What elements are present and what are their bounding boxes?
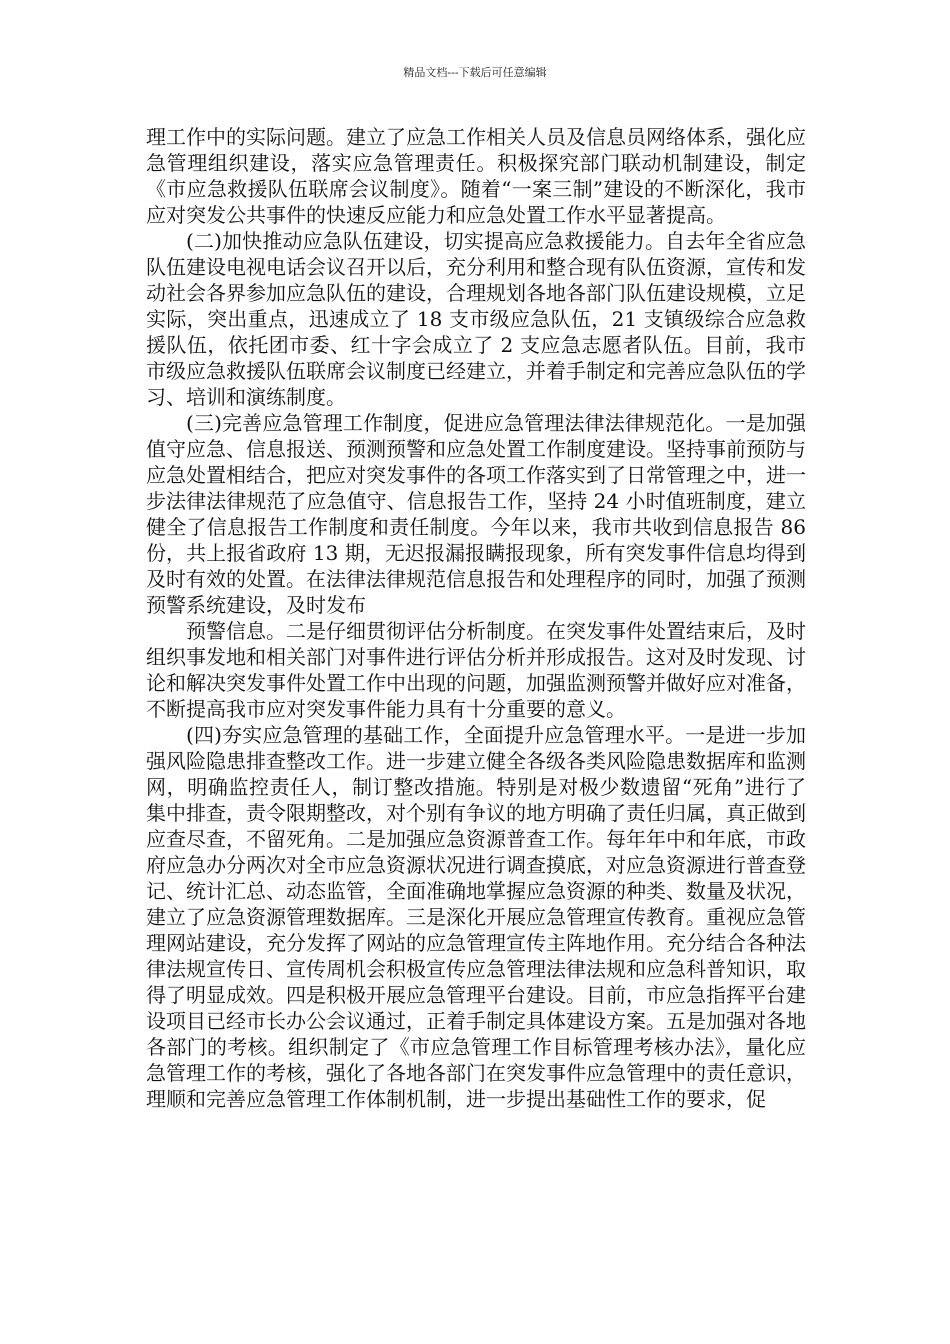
paragraph-4: 预警信息。二是仔细贯彻评估分析制度。在突发事件处置结束后，及时组织事发地和相关部门对事件进行评估分析并形成报告。这对及时发现、讨论和解决突发事件处置工作中出现的问题，加强监测预警并做好应对准备，不断提高我市应对突发事件能力具有十分重要的意义。 [146, 619, 806, 721]
paragraph-2: (二)加快推动应急队伍建设，切实提高应急救援能力。自去年全省应急队伍建设电视电话会议召开以后，充分利用和整合现有队伍资源，宣传和发动社会各界参加应急队伍的建设，合理规划各地各部门队伍建设规模，立足实际，突出重点，迅速成立了 18 支市级应急队伍，21 支镇级综合应急救援队伍，依托团市委、红十字会成立了 2 支应急志愿者队伍。目前，我市市级应急救援队伍联席会议制度已经建立，并着手制定和完善应急队伍的学习、培训和演练制度。 [146, 229, 806, 409]
paragraph-1: 理工作中的实际问题。建立了应急工作相关人员及信息员网络体系，强化应急管理组织建设，落实应急管理责任。积极探究部门联动机制建设，制定《市应急救援队伍联席会议制度》。随着“一案三制”建设的不断深化，我市应对突发公共事件的快速反应能力和应急处置工作水平显著提高。 [146, 125, 806, 227]
paragraph-3: (三)完善应急管理工作制度，促进应急管理法律法律规范化。一是加强值守应急、信息报送、预测预警和应急处置工作制度建设。坚持事前预防与应急处置相结合，把应对突发事件的各项工作落实到了日常管理之中，进一步法律法律规范了应急值守、信息报告工作，坚持 24 小时值班制度，建立健全了信息报告工作制度和责任制度。今年以来，我市共收到信息报告 86 份，共上报省政府 13 期，无迟报漏报瞒报现象，所有突发事件信息均得到及时有效的处置。在法律法律规范信息报告和处理程序的同时，加强了预测预警系统建设，及时发布 [146, 411, 806, 617]
page-header: 精品文档---下载后可任意编辑 [403, 66, 547, 79]
paragraph-5: (四)夯实应急管理的基础工作，全面提升应急管理水平。一是进一步加强风险隐患排查整改工作。进一步建立健全各级各类风险隐患数据库和监测网，明确监控责任人，制订整改措施。特别是对极少数遗留“死角”进行了集中排查，责令限期整改，对个别有争议的地方明确了责任归属，真正做到应查尽查，不留死角。二是加强应急资源普查工作。每年年中和年底，市政府应急办分两次对全市应急资源状况进行调查摸底，对应急资源进行普查登记、统计汇总、动态监管，全面准确地掌握应急资源的种类、数量及状况，建立了应急资源管理数据库。三是深化开展应急管理宣传教育。重视应急管理网站建设，充分发挥了网站的应急管理宣传主阵地作用。充分结合各种法律法规宣传日、宣传周机会积极宣传应急管理法律法规和应急科普知识，取得了明显成效。四是积极开展应急管理平台建设。目前，市应急指挥平台建设项目已经市长办公会议通过，正着手制定具体建设方案。五是加强对各地各部门的考核。组织制定了《市应急管理工作目标管理考核办法》，量化应急管理工作的考核，强化了各地各部门在突发事件应急管理中的责任意识，理顺和完善应急管理工作体制机制，进一步提出基础性工作的要求，促 [146, 723, 806, 1111]
document-body [146, 124, 806, 1112]
